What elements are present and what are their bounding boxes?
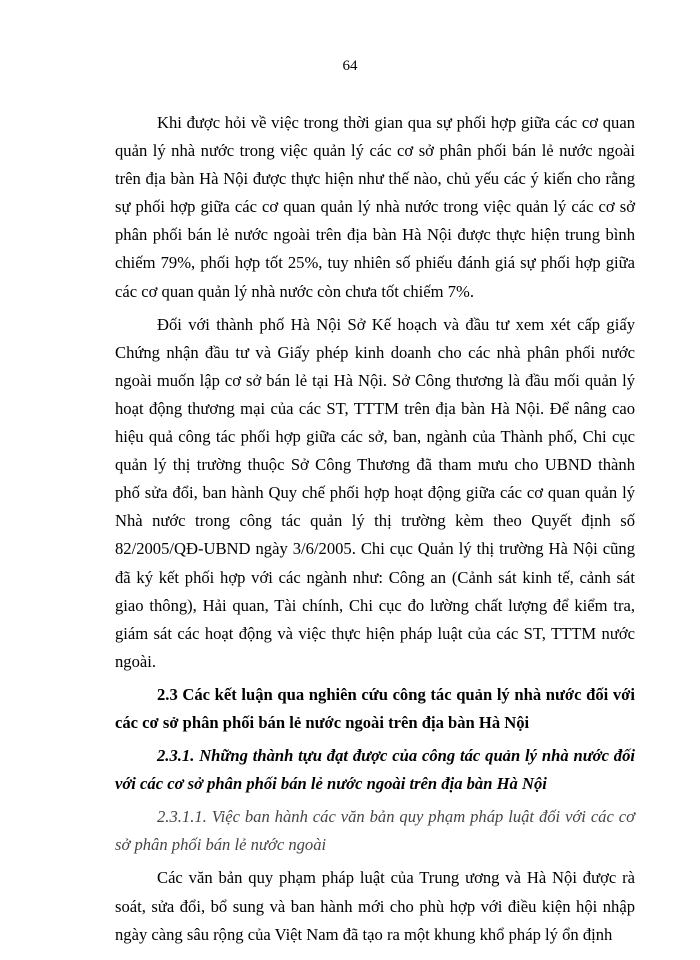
document-body [115, 109, 635, 949]
subsubsection-heading-2-3-1-1: 2.3.1.1. Việc ban hành các văn bản quy phạm pháp luật đối với các cơ sở phân phối bán lẻ nước ngoài [115, 807, 635, 855]
paragraph-legal-documents: Các văn bản quy phạm pháp luật của Trung ương và Hà Nội được rà soát, sửa đổi, bổ sung và ban hành mới cho phù hợp với điều kiện hội nhập ngày càng sâu rộng của Việt Nam đã tạo ra một khung khổ pháp lý ổn định [115, 868, 635, 944]
section-heading-2-3: 2.3 Các kết luận qua nghiên cứu công tác quản lý nhà nước đối với các cơ sở phân phối bán lẻ nước ngoài trên địa bàn Hà Nội [115, 684, 635, 732]
subsection-heading-2-3-1: 2.3.1. Những thành tựu đạt được của công tác quản lý nhà nước đối với các cơ sở phân phối bán lẻ nước ngoài trên địa bàn Hà Nội [115, 746, 635, 794]
paragraph-hanoi-agencies: Đối với thành phố Hà Nội Sở Kế hoạch và đầu tư xem xét cấp giấy Chứng nhận đầu tư và Giấy phép kinh doanh cho các nhà phân phối nước ngoài muốn lập cơ sở bán lẻ tại Hà Nội. Sở Công thương là đầu mối quản lý hoạt động thương mại của các ST, TTTM trên địa bàn Hà Nội. Để nâng cao hiệu quả công tác phối hợp giữa các sở, ban, ngành của Thành phố, Chi cục quản lý thị trường thuộc Sở Công Thương đã tham mưu cho UBND thành phố sửa đổi, ban hành Quy chế phối hợp hoạt động giữa các cơ quan quản lý Nhà nước trong công tác quản lý thị trường kèm theo Quyết định số 82/2005/QĐ-UBND ngày 3/6/2005. Chi cục Quản lý thị trường Hà Nội cũng đã ký kết phối hợp với các ngành như: Công an (Cảnh sát kinh tế, cảnh sát giao thông), Hải quan, Tài chính, Chi cục đo lường chất lượng để kiểm tra, giám sát các hoạt động và việc thực hiện pháp luật của các ST, TTTM nước ngoài. [115, 314, 635, 671]
page-number: 64 [342, 58, 358, 74]
paragraph-coordination-survey: Khi được hỏi về việc trong thời gian qua sự phối hợp giữa các cơ quan quản lý nhà nước trong việc quản lý các cơ sở phân phối bán lẻ nước ngoài trên địa bàn Hà Nội được thực hiện như thế nào, chủ yếu các ý kiến cho rằng sự phối hợp giữa các cơ quan quản lý nhà nước trong việc quản lý các cơ sở phân phối bán lẻ nước ngoài trên địa bàn Hà Nội được thực hiện trung bình chiếm 79%, phối hợp tốt 25%, tuy nhiên số phiếu đánh giá sự phối hợp giữa các cơ quan quản lý nhà nước còn chưa tốt chiếm 7%. [115, 113, 635, 301]
